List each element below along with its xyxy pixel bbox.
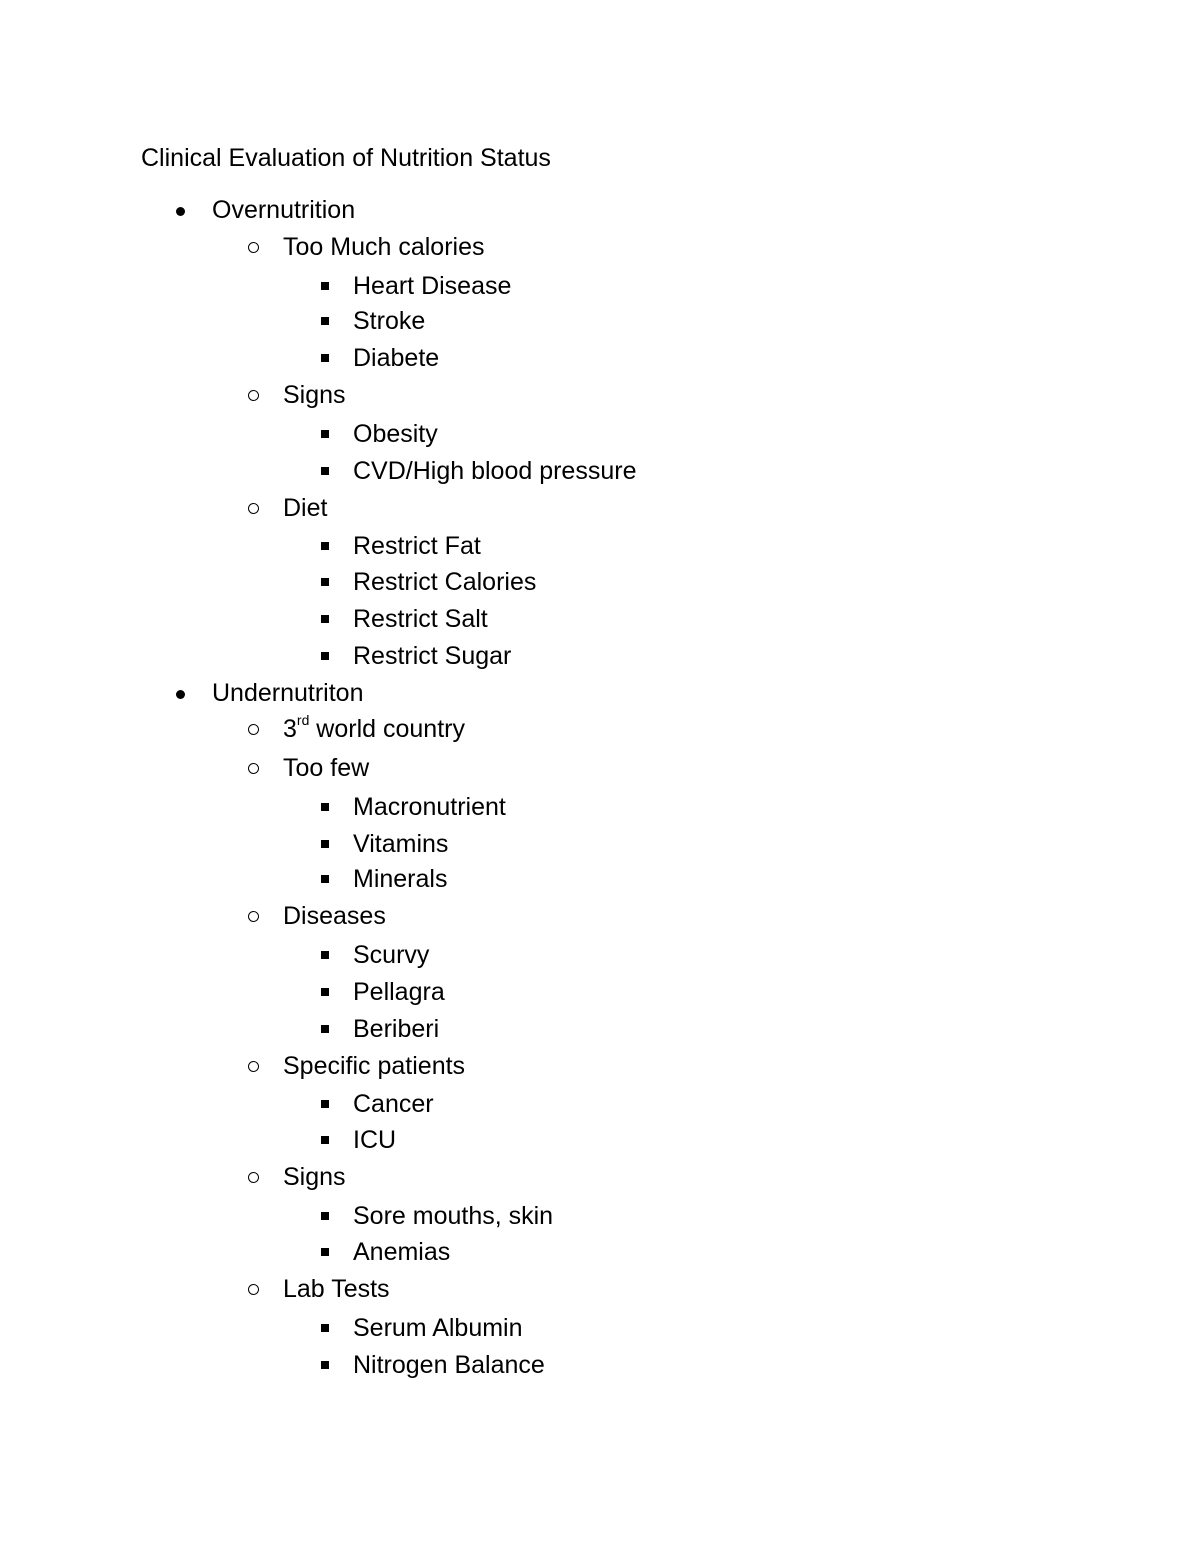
list-item-level-3: [353, 1312, 523, 1344]
list-item-level-2: [283, 900, 386, 932]
list-item-label: [353, 642, 511, 670]
bullet-square-icon: [321, 1248, 329, 1256]
list-item-label: [212, 679, 363, 707]
list-item-text: Signs: [283, 1163, 346, 1191]
list-item-label: [353, 532, 481, 560]
list-item-level-3: [353, 566, 536, 598]
list-item-label: [353, 865, 447, 893]
list-item-text: Sore mouths, skin: [353, 1202, 554, 1230]
list-item-text: Signs: [283, 381, 346, 409]
list-item-level-2: [283, 379, 346, 411]
list-item-level-3: [353, 976, 445, 1008]
list-item-label: [353, 272, 511, 300]
list-item-label: [283, 711, 465, 743]
bullet-circle-icon: [248, 911, 259, 922]
list-item-text: Diabete: [353, 344, 440, 372]
list-item-level-3: [353, 418, 438, 450]
list-item-label: [353, 978, 445, 1006]
list-item-label: [353, 568, 536, 596]
list-item-text: Pellagra: [353, 978, 445, 1006]
bullet-square-icon: [321, 840, 329, 848]
bullet-square-icon: [321, 1324, 329, 1332]
bullet-square-icon: [321, 951, 329, 959]
bullet-square-icon: [321, 652, 329, 660]
list-item-level-3: [353, 342, 439, 374]
list-item-level-2: [283, 1273, 390, 1305]
list-item-text: Too few: [283, 754, 370, 782]
bullet-circle-icon: [248, 1061, 259, 1072]
superscript-text: rd: [296, 711, 310, 728]
list-item-text: Restrict Fat: [353, 532, 481, 560]
list-item-level-2: [283, 1161, 346, 1193]
list-item-label: [353, 1015, 439, 1043]
list-item-level-3: [353, 791, 506, 823]
list-item-text: ICU: [353, 1126, 397, 1154]
list-item-label: [353, 420, 438, 448]
list-item-level-1: [212, 677, 363, 709]
list-item-label: [283, 1275, 390, 1303]
list-item-level-2: [283, 752, 369, 784]
list-item-label: [353, 1090, 434, 1118]
list-item-label: [353, 605, 488, 633]
list-item-level-3: [353, 270, 511, 302]
list-item-level-2: [283, 231, 484, 263]
bullet-square-icon: [321, 282, 329, 290]
bullet-square-icon: [321, 542, 329, 550]
list-item-level-1: [212, 194, 355, 226]
list-item-text: Obesity: [353, 420, 438, 448]
bullet-circle-icon: [248, 503, 259, 514]
list-item-text: Macronutrient: [353, 793, 506, 821]
list-item-text: Specific patients: [283, 1052, 466, 1080]
list-item-label: [353, 307, 425, 335]
bullet-square-icon: [321, 615, 329, 623]
document-title: Clinical Evaluation of Nutrition Status: [141, 144, 551, 172]
list-item-level-2: [283, 713, 465, 745]
list-item-label: [353, 941, 429, 969]
list-item-label: [212, 196, 355, 224]
bullet-circle-icon: [248, 1172, 259, 1183]
list-item-level-3: [353, 305, 425, 337]
list-item-level-2: [283, 1050, 465, 1082]
bullet-square-icon: [321, 1212, 329, 1220]
list-item-label: [283, 754, 369, 782]
bullet-square-icon: [321, 1361, 329, 1369]
list-item-level-3: [353, 1124, 396, 1156]
list-item-level-3: [353, 1200, 553, 1232]
list-item-text: Minerals: [353, 865, 448, 893]
list-item-text: Lab Tests: [283, 1275, 390, 1303]
list-item-label: [353, 793, 506, 821]
list-item-label: [353, 1238, 450, 1266]
list-item-level-3: [353, 1013, 439, 1045]
bullet-square-icon: [321, 1025, 329, 1033]
list-item-text: Vitamins: [353, 830, 449, 858]
list-item-text: Stroke: [353, 307, 426, 335]
bullet-circle-icon: [248, 1284, 259, 1295]
list-item-label: [283, 902, 386, 930]
bullet-square-icon: [321, 578, 329, 586]
list-item-level-3: [353, 1088, 434, 1120]
bullet-square-icon: [321, 430, 329, 438]
list-item-level-2: [283, 492, 327, 524]
list-item-text-rest: world country: [309, 715, 465, 743]
bullet-dot-icon: [176, 690, 185, 699]
bullet-dot-icon: [176, 207, 185, 216]
bullet-square-icon: [321, 875, 329, 883]
bullet-circle-icon: [248, 242, 259, 253]
list-item-text: Diet: [283, 494, 328, 522]
list-item-text: Anemias: [353, 1238, 451, 1266]
list-item-text: Beriberi: [353, 1015, 440, 1043]
list-item-level-3: [353, 603, 488, 635]
list-item-label: [283, 494, 327, 522]
bullet-circle-icon: [248, 724, 259, 735]
list-item-text: CVD/High blood pressure: [353, 457, 637, 485]
list-item-label: [353, 344, 439, 372]
list-item-label: [283, 1052, 465, 1080]
list-item-level-3: [353, 1349, 545, 1381]
list-item-label: [353, 457, 636, 485]
list-item-level-3: [353, 863, 447, 895]
bullet-square-icon: [321, 354, 329, 362]
bullet-circle-icon: [248, 763, 259, 774]
list-item-label: [283, 233, 484, 261]
list-item-label: [353, 830, 448, 858]
list-item-text: 3: [283, 715, 297, 743]
list-item-label: [353, 1314, 523, 1342]
bullet-square-icon: [321, 803, 329, 811]
list-item-level-3: [353, 640, 511, 672]
list-item-level-3: [353, 455, 636, 487]
list-item-label: [283, 381, 346, 409]
list-item-text: Restrict Salt: [353, 605, 488, 633]
list-item-text: Too Much calories: [283, 233, 485, 261]
list-item-level-3: [353, 828, 448, 860]
list-item-text: Cancer: [353, 1090, 434, 1118]
list-item-text: Nitrogen Balance: [353, 1351, 545, 1379]
list-item-text: Heart Disease: [353, 272, 512, 300]
list-item-level-3: [353, 1236, 450, 1268]
list-item-text: Restrict Sugar: [353, 642, 512, 670]
list-item-label: [353, 1351, 545, 1379]
bullet-square-icon: [321, 988, 329, 996]
list-item-level-3: [353, 939, 429, 971]
bullet-square-icon: [321, 1100, 329, 1108]
list-item-text: Restrict Calories: [353, 568, 537, 596]
list-item-label: [353, 1202, 553, 1230]
list-item-label: [283, 1163, 346, 1191]
list-item-level-3: [353, 530, 481, 562]
bullet-square-icon: [321, 317, 329, 325]
bullet-square-icon: [321, 1136, 329, 1144]
list-item-text: Diseases: [283, 902, 386, 930]
list-item-text: Serum Albumin: [353, 1314, 523, 1342]
bullet-circle-icon: [248, 390, 259, 401]
list-item-label: [353, 1126, 396, 1154]
list-item-text: Scurvy: [353, 941, 430, 969]
list-item-text: Undernutriton: [212, 679, 364, 707]
list-item-text: Overnutrition: [212, 196, 356, 224]
bullet-square-icon: [321, 467, 329, 475]
